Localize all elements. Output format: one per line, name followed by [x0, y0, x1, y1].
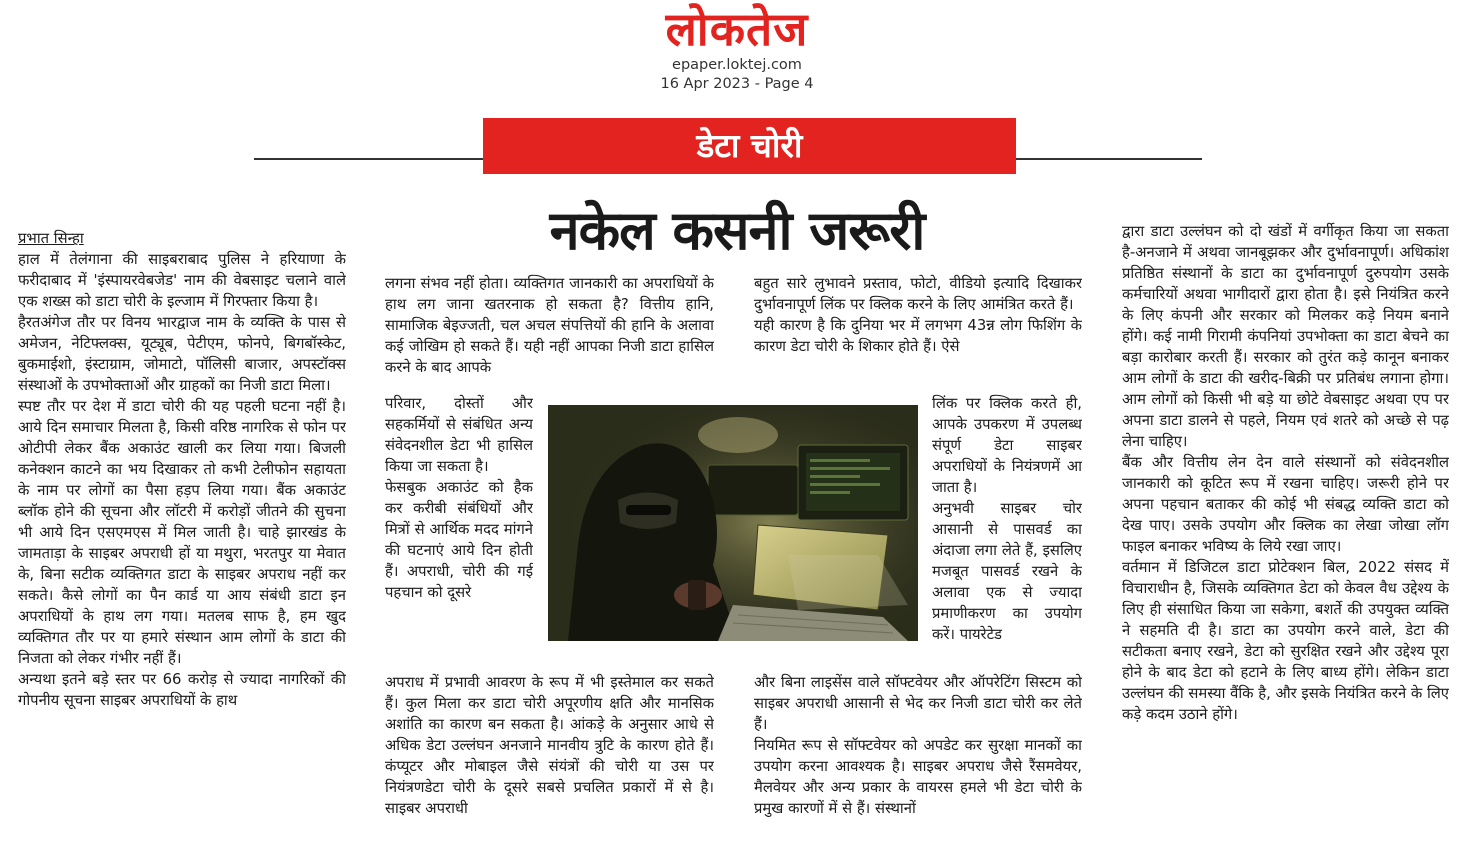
paragraph: द्वारा डाटा उल्लंघन को दो खंडों में वर्गीकृत किया जा सकता है-अनजाने में अथवा जानबूझकर और दुर्भावनापूर्ण। अधिकांश प्रतिष्ठित संस्थानों के डाटा का दुर्भावनापूर्ण दुरुपयोग उसके कर्मचारियों अथवा भागीदारों द्वारा होता है। इसे नियंत्रित करने के लिए कंपनी और सरकार को मिलकर कड़े नियम बनाने होंगे। कई नामी गिरामी कंपनियां उपभोक्ता का डाटा बेचने का बड़ा कारोबार करती हैं। सरकार को तुरंत कड़े कानून बनाकर आम लोगों के डाटा की खरीद-बिक्री पर प्रतिबंध लगाना होगा। आम लोगों को किसी भी बड़े या छोटे वेबसाइट अथवा एप पर अपना डाटा डालने से पहले, नियम एवं शतरे को अच्छे से पढ़ लेना चाहिए।	[1122, 223, 1449, 450]
paragraph: अन्यथा इतने बड़े स्तर पर 66 करोड़ से ज्यादा नागरिकों की गोपनीय सूचना साइबर अपराधियों के हाथ	[18, 671, 346, 709]
epaper-url: epaper.loktej.com	[672, 57, 802, 73]
paragraph: स्पष्ट तौर पर देश में डाटा चोरी की यह पहली घटना नहीं है। आये दिन समाचार मिलता है, किसी वरिष्ठ नागरिक से फोन पर ओटीपी लेकर बैंक अकाउंट खाली कर लिया गया। बिजली कनेक्शन काटने का भय दिखाकर तो कभी टेलीफोन सहायता के नाम पर लोगों का पैसा हड़प लिया गया। बैंक अकाउंट ब्लॉक होने की सूचना और लॉटरी में करोड़ों जीतने की सुचना भी आये दिन एसएमएस में मिल जाती है। चाहे झारखंड के जामताड़ा के साइबर अपराधी हों या मथुरा, भरतपुर या मेवात के, बिना सटीक व्यक्तिगत डाटा के साइबर अपराध नहीं कर सकते। कैसे लोगों का पैन कार्ड या आय संबंधी डाटा इन अपराधियों के हाथ लग गया। मतलब साफ है, हम खुद व्यक्तिगत तौर पर या हमारे संस्थान आम लोगों के डाटा की निजता को लेकर गंभीर नहीं हैं।	[18, 398, 346, 667]
paragraph: बैंक और वित्तीय लेन देन वाले संस्थानों को संवेदनशील जानकारी को कूटित रूप में रखना चाहिए। जरूरी होने पर अपना पहचान बताकर की कोई भी संबद्ध व्यक्ति डाटा को देख पाए। उसके उपयोग और क्लिक का लेखा जोखा लॉग फाइल बनाकर भविष्य के लिये रखा जाए।	[1122, 454, 1449, 555]
paragraph: और बिना लाइसेंस वाले सॉफ्टवेयर और ऑपरेटिंग सिस्टम को साइबर अपराधी आसानी से भेद कर निजी डाटा चोरी कर लेते हैं।	[754, 674, 1082, 733]
paragraph: लगना संभव नहीं होता। व्यक्तिगत जानकारी का अपराधियों के हाथ लग जाना खतरनाक हो सकता है? वित्तीय हानि, सामाजिक बेइज्जती, चल अचल संपत्तियों की हानि के अलावा कई जोखिम हो सकते हैं। यही नहीं आपका निजी डाटा हासिल करने के बाद आपके	[385, 275, 714, 376]
headline: नकेल कसनी जरूरी	[549, 199, 925, 262]
article-column-3-wrap	[932, 393, 1082, 669]
paragraph: अनुभवी साइबर चोर आसानी से पासवर्ड का अंदाजा लगा लेते हैं, इसलिए मजबूत पासवर्ड रखने के अलावा एक से ज्यादा प्रमाणीकरण का उपयोग करें। पायरेटेड	[932, 500, 1082, 643]
paragraph: हाल में तेलंगाना की साइबराबाद पुलिस ने हरियाणा के फरीदाबाद में 'इंस्पायरवेबजेड' नाम की वेबसाइट चलाने वाले एक शख्स को डाटा चोरी के इल्जाम में गिरफ्तार किया है।	[18, 251, 346, 310]
article-column-3-bottom	[754, 672, 1082, 840]
hacker-illustration-icon	[548, 405, 918, 641]
paragraph: लिंक पर क्लिक करते ही, आपके उपकरण में उपलब्ध संपूर्ण डेटा साइबर अपराधियों के नियंत्रणमें आ जाता है।	[932, 395, 1082, 496]
paragraph: वर्तमान में डिजिटल डाटा प्रोटेक्शन बिल, 2022 संसद में विचाराधीन है, जिसके व्यक्तिगत डेटा को केवल वैध उद्देश्य के लिए ही संसाधित किया जा सकेगा, बशर्ते की उपयुक्त व्यक्ति ने सहमति दी है। डाटा का उपयोग करने वाले, डेटा की सटीकता बनाए रखने, डेटा को सुरक्षित रखने और उद्देश्य पूरा होने के बाद डेटा को हटाने के लिए बाध्य होंगे। लेकिन डाटा उल्लंघन की समस्या वैंकि है, और इसके नियंत्रित करने के लिए कड़े कदम उठाने होंगे।	[1122, 559, 1449, 723]
article-column-2-wrap	[385, 393, 533, 667]
newspaper-logo: लोकतेज	[665, 2, 809, 56]
article-column-1	[18, 228, 346, 860]
article-column-3-top	[754, 273, 1082, 389]
section-kicker: डेटा चोरी	[483, 118, 1016, 174]
article-column-4	[1122, 221, 1449, 841]
hacker-photo	[548, 405, 918, 641]
article-column-2-top	[385, 273, 714, 399]
paragraph: फेसबुक अकाउंट को हैक कर करीबी संबंधियों और मित्रों से आर्थिक मदद मांगने की घटनाएं आये दिन होती हैं। अपराधी, चोरी की गई पहचान को दूसरे	[385, 479, 533, 601]
paragraph: अपराध में प्रभावी आवरण के रूप में भी इस्तेमाल कर सकते हैं। कुल मिला कर डाटा चोरी अपूरणीय क्षति और मानसिक अशांति का कारण बन सकता है। आंकड़े के अनुसार आधे से अधिक डेटा उल्लंघन अनजाने मानवीय त्रुटि के कारण होते हैं। कंप्यूटर और मोबाइल जैसे संयंत्रों की चोरी या उस पर नियंत्रणडेटा चोरी के दूसरे सबसे प्रचलित प्रकारों में से है। साइबर अपराधी	[385, 674, 714, 817]
date-page: 16 Apr 2023 - Page 4	[660, 76, 814, 92]
article-column-2-bottom	[385, 672, 714, 840]
kicker-rule-left	[254, 158, 483, 160]
paragraph: यही कारण है कि दुनिया भर में लगभग 43न्न लोग फिशिंग के कारण डेटा चोरी के शिकार होते हैं। ऐसे	[754, 317, 1082, 355]
paragraph: बहुत सारे लुभावने प्रस्ताव, फोटो, वीडियो इत्यादि दिखाकर दुर्भावनापूर्ण लिंक पर क्लिक करने के लिए आमंत्रित करते हैं।	[754, 275, 1082, 313]
kicker-rule-right	[1016, 158, 1202, 160]
paragraph: नियमित रूप से सॉफ्टवेयर को अपडेट कर सुरक्षा मानकों का उपयोग करना आवश्यक है। साइबर अपराध जैसे रैंसमवेयर, मैलवेयर और अन्य प्रकार के वायरस हमले भी डेटा चोरी के प्रमुख कारणों में से हैं। संस्थानों	[754, 737, 1082, 817]
byline: प्रभात सिन्हा	[18, 230, 84, 247]
paragraph: हैरतअंगेज तौर पर विनय भारद्वाज नाम के व्यक्ति के पास से अमेजन, नेटिफ्लक्स, यूट्यूब, पेटीएम, फोनपे, बिगबॉस्केट, बुकमाईशो, इंस्टाग्राम, जोमाटो, पॉलिसी बाजार, अपस्टॉक्स संस्थाओं के उपभोक्ताओं और ग्राहकों का निजी डाटा मिला।	[18, 314, 346, 394]
paragraph: परिवार, दोस्तों और सहकर्मियों से संबंधित अन्य संवेदनशील डेटा भी हासिल किया जा सकता है।	[385, 395, 533, 475]
